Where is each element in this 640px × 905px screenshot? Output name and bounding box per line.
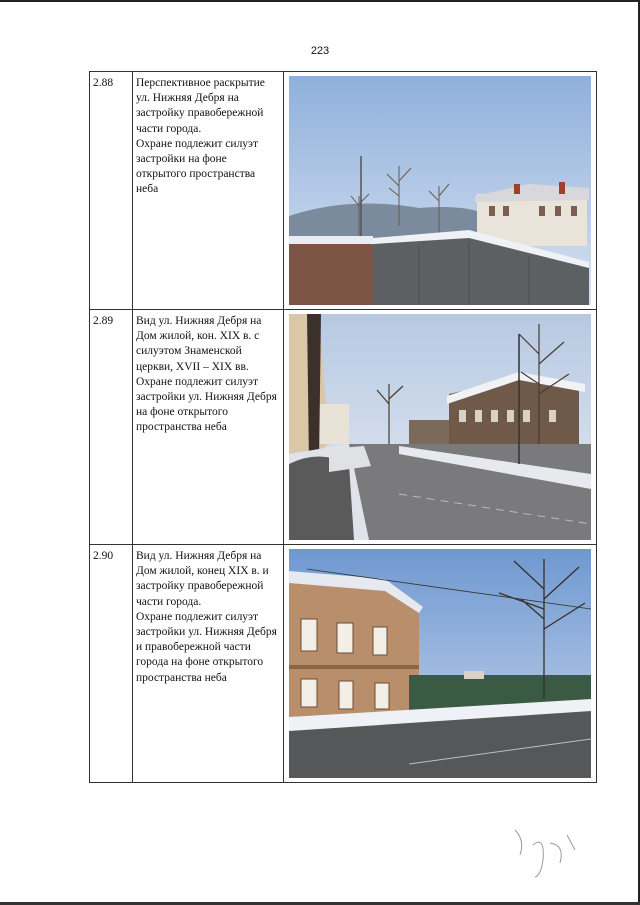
photo-cell [284, 545, 597, 783]
row-number: 2.88 [90, 72, 133, 310]
handwritten-signature [505, 815, 585, 885]
photo-cell [284, 72, 597, 310]
photo-cell [284, 310, 597, 545]
row-description [133, 310, 284, 545]
row-description [133, 72, 284, 310]
table-row [90, 72, 597, 310]
row-number: 2.90 [90, 545, 133, 783]
page-number: 223 [310, 45, 330, 57]
row-description-text: Вид ул. Нижняя Дебря на Дом жилой, кон. XIX в. с силуэтом Знаменской церкви, XVII – XIX вв. Охране подлежит силуэт застройки ул. Нижняя Дебря на фоне открытого пространства неба [136, 315, 277, 434]
street-photo-2-88 [287, 76, 593, 305]
heritage-views-table [89, 71, 597, 783]
scan-border-top [0, 0, 640, 2]
street-photo-2-89 [287, 314, 593, 540]
street-photo-2-90 [287, 549, 593, 778]
row-description-text: Перспективное раскрытие ул. Нижняя Дебря на застройку правобережной части города. Охране подлежит силуэт застройки на фоне открытого пространства неба [136, 77, 265, 196]
row-description-text: Вид ул. Нижняя Дебря на Дом жилой, конец XIX в. и застройку правобережной части города. Охране подлежит силуэт застройки ул. Нижняя Дебря и правобережной части города на фоне открытого пространства неба [136, 550, 277, 684]
row-description [133, 545, 284, 783]
table-row [90, 545, 597, 783]
row-number: 2.89 [90, 310, 133, 545]
table-row [90, 310, 597, 545]
